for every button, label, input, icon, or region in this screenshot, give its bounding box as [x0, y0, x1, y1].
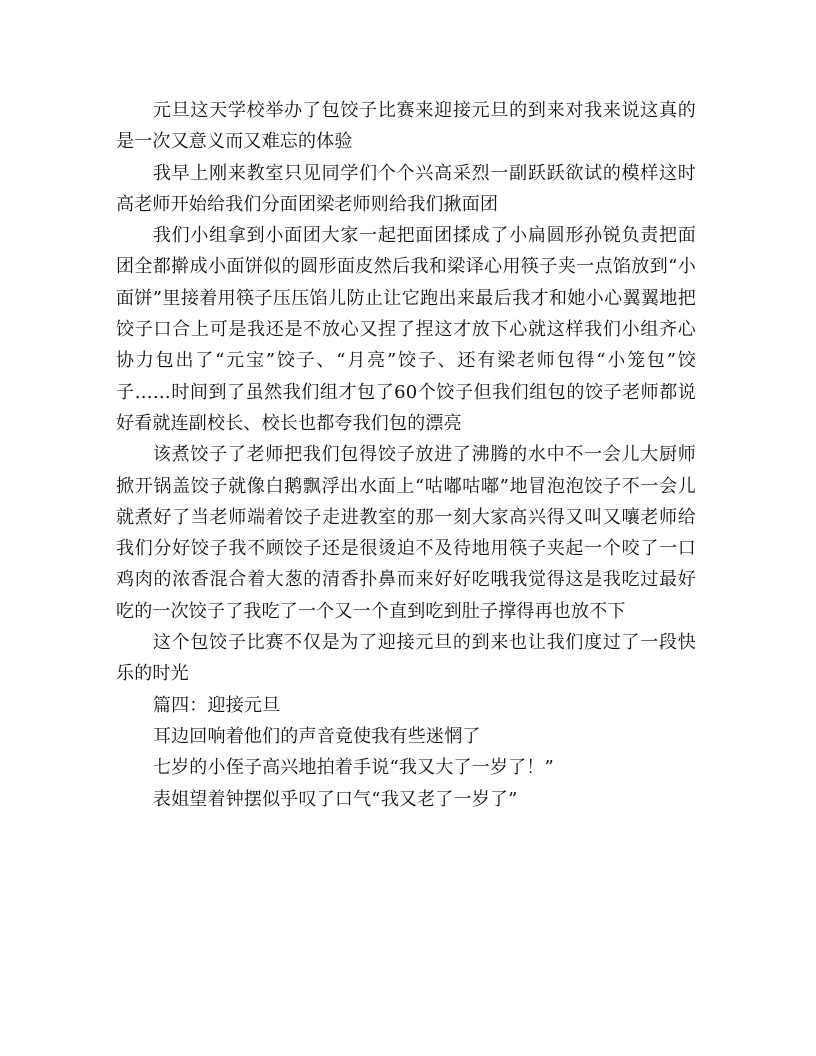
text-line: 七岁的小侄子高兴地拍着手说“我又大了一岁了！”: [152, 757, 554, 779]
paragraph: 我们小组拿到小面团大家一起把面团揉成了小扁圆形孙锐负责把面团全都擀成小面饼似的圆形面皮然后我和梁译心用筷子夹一点馅放到“小面饼”里接着用筷子压压馅儿防止让它跑出来最后我才和她小心翼翼地把饺子口合上可是我还是不放心又捏了捏这才放下心就这样我们小组齐心协力包出了“元宝”饺子、“月亮”饺子、还有梁老师包得“小笼包”饺子……时间到了虽然我们组才包了60个饺子但我们组包的饺子老师都说好看就连副校长、校长也都夸我们包的漂亮: [116, 225, 696, 434]
text-line: 表姐望着钟摆似乎叹了口气“我又老了一岁了”: [152, 788, 518, 810]
text-line: 耳边回响着他们的声音竟使我有些迷惘了: [152, 725, 481, 747]
paragraph: 元旦这天学校举办了包饺子比赛来迎接元旦的到来对我来说这真的是一次又意义而又难忘的体验: [116, 100, 696, 153]
document-body: [116, 95, 696, 815]
paragraph: 我早上刚来教室只见同学们个个兴高采烈一副跃跃欲试的模样这时高老师开始给我们分面团梁老师则给我们揪面团: [116, 162, 696, 215]
paragraph: 该煮饺子了老师把我们包得饺子放进了沸腾的水中不一会儿大厨师掀开锅盖饺子就像白鹅飘浮出水面上“咕嘟咕嘟”地冒泡泡饺子不一会儿就煮好了当老师端着饺子走进教室的那一刻大家高兴得又叫又嚷老师给我们分好饺子我不顾饺子还是很烫迫不及待地用筷子夹起一个咬了一口鸡肉的浓香混合着大葱的清香扑鼻而来好好吃哦我觉得这是我吃过最好吃的一次饺子了我吃了一个又一个直到吃到肚子撑得再也放不下: [116, 444, 696, 622]
section-heading: 篇四：迎接元旦: [152, 694, 281, 716]
paragraph: 这个包饺子比赛不仅是为了迎接元旦的到来也让我们度过了一段快乐的时光: [116, 632, 696, 685]
